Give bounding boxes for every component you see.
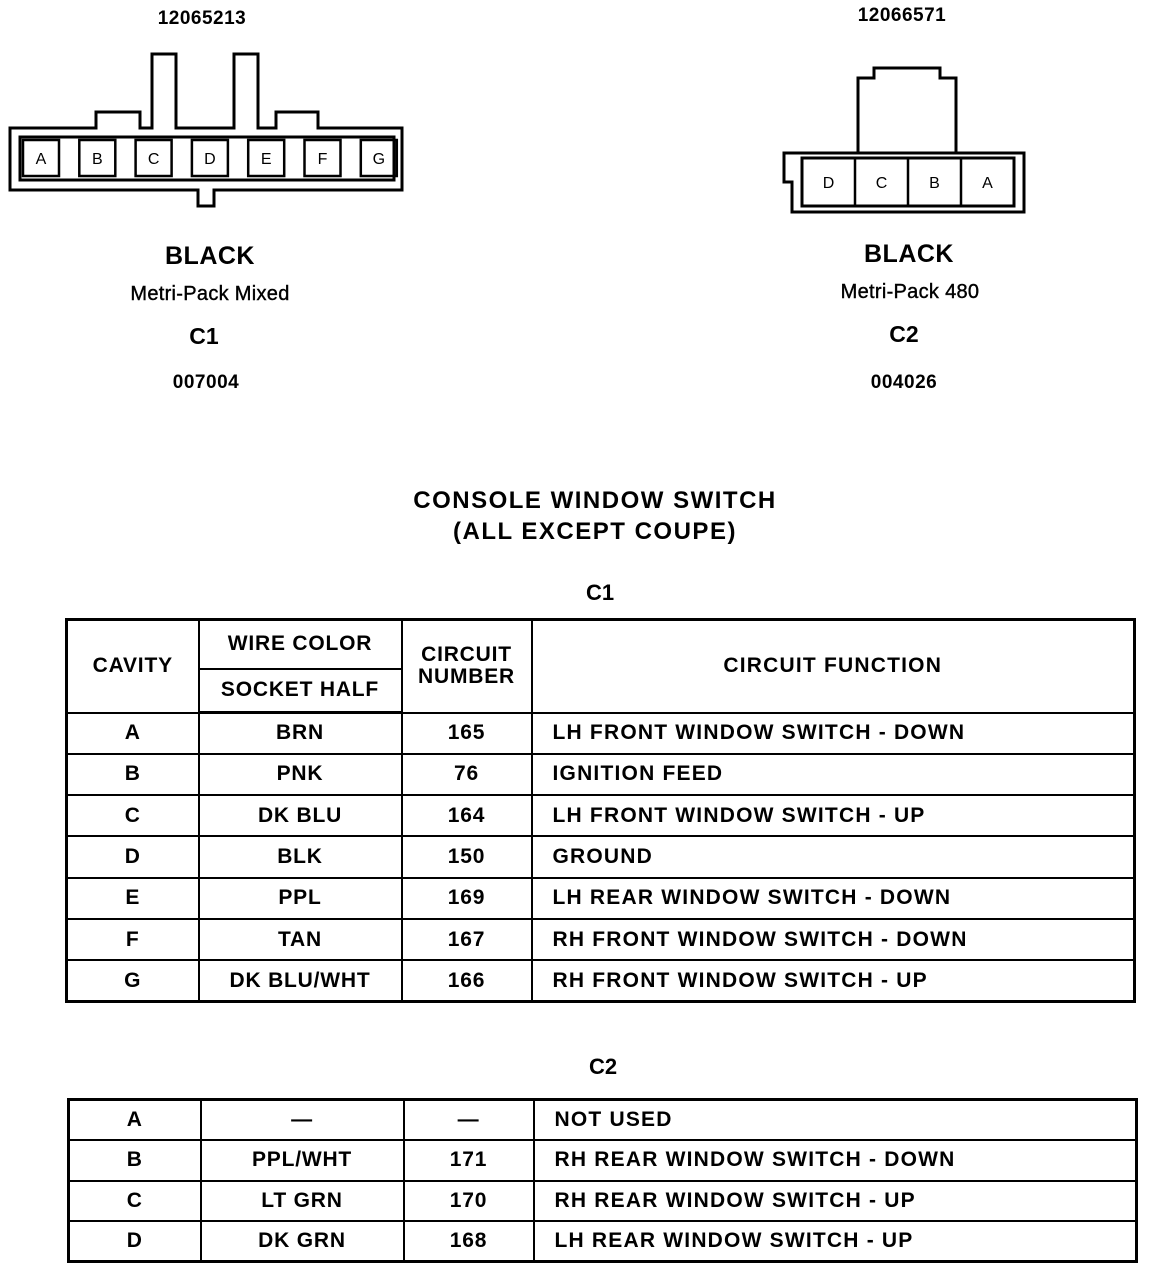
cell-circuit-number: 166 xyxy=(402,960,532,1001)
cell-cavity: F xyxy=(67,919,199,960)
cell-cavity: D xyxy=(67,836,199,877)
cell-circuit-function: RH REAR WINDOW SWITCH - DOWN xyxy=(534,1140,1137,1181)
cell-cavity: C xyxy=(69,1181,201,1222)
cavity-label: D xyxy=(822,175,835,192)
c1-table xyxy=(65,618,1136,1003)
c2-code: 004026 xyxy=(870,372,938,393)
cell-circuit-function: LH FRONT WINDOW SWITCH - DOWN xyxy=(532,713,1135,754)
cell-circuit-number: 171 xyxy=(404,1140,534,1181)
cell-cavity: A xyxy=(67,713,199,754)
cell-wire-color: DK GRN xyxy=(201,1221,404,1262)
c1-color: BLACK xyxy=(165,242,255,270)
cell-cavity: B xyxy=(67,754,199,795)
cell-circuit-function: LH REAR WINDOW SWITCH - UP xyxy=(534,1221,1137,1262)
cell-cavity: B xyxy=(69,1140,201,1181)
cell-wire-color: PPL/WHT xyxy=(201,1140,404,1181)
cell-cavity: C xyxy=(67,795,199,836)
table-row xyxy=(67,795,1135,836)
cell-circuit-number: — xyxy=(404,1100,534,1141)
cavity-b xyxy=(908,158,940,206)
cell-wire-color: — xyxy=(201,1100,404,1141)
cell-circuit-number: 170 xyxy=(404,1181,534,1222)
cell-wire-color: DK BLU xyxy=(199,795,402,836)
page-title xyxy=(300,485,890,547)
c2-type: Metri-Pack 480 xyxy=(840,281,980,303)
cell-circuit-function: RH FRONT WINDOW SWITCH - DOWN xyxy=(532,919,1135,960)
cell-circuit-number: 150 xyxy=(402,836,532,877)
c2-table-label: C2 xyxy=(588,1054,618,1079)
title-line-1: CONSOLE WINDOW SWITCH xyxy=(413,487,777,514)
c2-connector-diagram xyxy=(770,50,1040,225)
cavity-a xyxy=(23,140,59,176)
cavity-label: G xyxy=(372,150,386,168)
table-row xyxy=(67,713,1135,754)
cavity-label: E xyxy=(260,150,272,168)
cavity-label: B xyxy=(929,175,940,192)
table-row xyxy=(69,1140,1137,1181)
header-circuit-number-line-1: CIRCUIT xyxy=(421,643,512,667)
cell-circuit-function: LH FRONT WINDOW SWITCH - UP xyxy=(532,795,1135,836)
c1-table-body xyxy=(67,713,1135,1002)
cell-circuit-number: 167 xyxy=(402,919,532,960)
header-circuit-number-line-2: NUMBER xyxy=(418,665,515,689)
table-row xyxy=(67,960,1135,1001)
cell-circuit-function: IGNITION FEED xyxy=(532,754,1135,795)
header-circuit-function: CIRCUIT FUNCTION xyxy=(532,620,1135,713)
c1-type: Metri-Pack Mixed xyxy=(130,283,290,305)
cell-cavity: E xyxy=(67,878,199,919)
cell-wire-color: BRN xyxy=(199,713,402,754)
cell-circuit-function: RH REAR WINDOW SWITCH - UP xyxy=(534,1181,1137,1222)
cavity-a xyxy=(961,158,993,206)
c2-color: BLACK xyxy=(864,240,954,268)
cell-circuit-function: RH FRONT WINDOW SWITCH - UP xyxy=(532,960,1135,1001)
c1-cavity-group xyxy=(23,140,397,176)
cell-wire-color: DK BLU/WHT xyxy=(199,960,402,1001)
table-row xyxy=(67,878,1135,919)
cell-wire-color: BLK xyxy=(199,836,402,877)
c2-table-body xyxy=(69,1100,1137,1262)
cavity-label: C xyxy=(875,175,888,192)
cavity-label: C xyxy=(147,150,160,168)
c2-table xyxy=(67,1098,1138,1263)
cell-circuit-number: 76 xyxy=(402,754,532,795)
table-row xyxy=(67,836,1135,877)
cell-circuit-number: 165 xyxy=(402,713,532,754)
cell-circuit-number: 168 xyxy=(404,1221,534,1262)
cavity-label: B xyxy=(91,150,103,168)
cell-wire-color: LT GRN xyxy=(201,1181,404,1222)
header-circuit-number xyxy=(402,620,532,713)
table-row xyxy=(67,754,1135,795)
table-row xyxy=(69,1221,1137,1262)
cell-circuit-function: GROUND xyxy=(532,836,1135,877)
cavity-label: F xyxy=(317,150,328,168)
cell-wire-color: PPL xyxy=(199,878,402,919)
cell-cavity: G xyxy=(67,960,199,1001)
c1-table-label: C1 xyxy=(585,580,615,605)
c2-cavity-group xyxy=(823,158,993,206)
cell-circuit-number: 169 xyxy=(402,878,532,919)
c1-name: C1 xyxy=(189,323,219,349)
cavity-d xyxy=(823,175,835,192)
table-row xyxy=(69,1181,1137,1222)
cavity-g xyxy=(361,140,397,176)
c1-code: 007004 xyxy=(172,372,240,393)
cavity-b xyxy=(79,140,115,176)
cell-cavity: D xyxy=(69,1221,201,1262)
table-row xyxy=(67,919,1135,960)
header-cavity: CAVITY xyxy=(67,620,199,713)
cavity-label: A xyxy=(982,175,993,192)
c1-connector-diagram xyxy=(0,0,420,215)
cell-wire-color: TAN xyxy=(199,919,402,960)
cavity-label: A xyxy=(35,150,47,168)
cavity-c xyxy=(136,140,172,176)
cell-wire-color: PNK xyxy=(199,754,402,795)
cell-circuit-function: LH REAR WINDOW SWITCH - DOWN xyxy=(532,878,1135,919)
c2-name: C2 xyxy=(889,321,919,347)
cavity-f xyxy=(305,140,341,176)
c1-part-number: 12065213 xyxy=(157,8,247,29)
c2-part-number: 12066571 xyxy=(857,5,947,26)
cavity-d xyxy=(192,140,228,176)
cavity-label: D xyxy=(204,150,216,168)
header-wire-color: WIRE COLOR xyxy=(199,620,402,669)
cell-circuit-function: NOT USED xyxy=(534,1100,1137,1141)
table-row xyxy=(69,1100,1137,1141)
cavity-c xyxy=(855,158,887,206)
title-line-2: (ALL EXCEPT COUPE) xyxy=(453,518,737,545)
cell-circuit-number: 164 xyxy=(402,795,532,836)
cavity-e xyxy=(248,140,284,176)
cell-cavity: A xyxy=(69,1100,201,1141)
header-socket-half: SOCKET HALF xyxy=(199,669,402,713)
